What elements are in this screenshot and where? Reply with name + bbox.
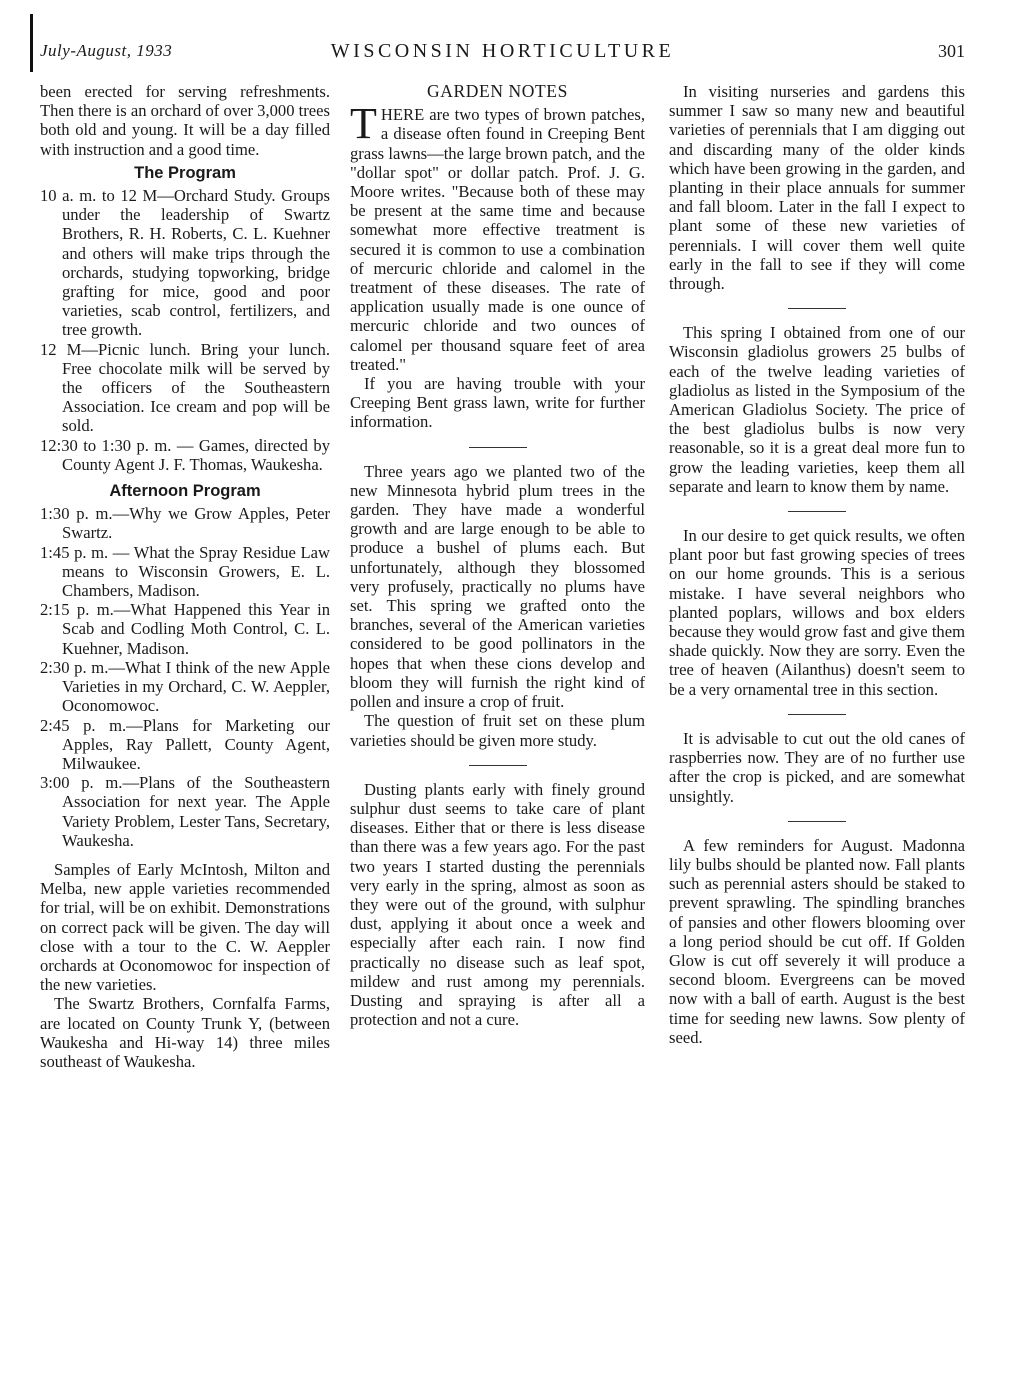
drop-cap: T	[350, 99, 377, 149]
column-right	[669, 82, 965, 1047]
issue-date: July-August, 1933	[40, 41, 173, 60]
brown-patch-text: HERE are two types of brown patches, a disease often found in Creeping Bent grass lawns—the large brown patch, and the "dollar spot" or dollar patch. Prof. J. G. Moore writes. "Because both of these may be present at the same time and because somewhat more effective treatment is secured it is common to use a combination of mercuric chloride and calomel in the treatment of these diseases. The rate of application usually made is one ounce of mercuric chloride and two ounces of calomel per thousand square feet of area treated."	[350, 105, 645, 374]
left-margin-rule	[30, 14, 33, 72]
afternoon-item: 3:00 p. m.—Plans of the Southeastern Association for next year. The Apple Variety Problem, Lester Tans, Secretary, Waukesha.	[40, 773, 330, 850]
section-divider	[788, 511, 846, 512]
program-item: 12:30 to 1:30 p. m. — Games, directed by County Agent J. F. Thomas, Waukesha.	[40, 435, 330, 474]
program-heading: The Program	[134, 163, 236, 182]
dusting-paragraph: Dusting plants early with finely ground sulphur dust seems to take care of plant diseases. Either that or there is less disease than there was a few years ago. For the past two years I started dusting the perennials very early in the spring, almost as soon as they were out of the ground, with sulphur dust, applying it about once a week and especially after each rain. I now find practically no disease such as leaf spot, mildew and rust among my perennials. Dusting and spraying is after all a protection and not a cure.	[350, 779, 645, 1030]
column-middle	[350, 82, 645, 1029]
nurseries-paragraph: In visiting nurseries and gardens this summer I saw so many new and beautiful varieties of perennials that I am digging out and discarding many of the older kinds which have been growing in the garden, and planting in their place annuals for summer and fall bloom. Later in the fall I expect to plant some of these new varieties of perennials. I will cover them well quite early in the fall to see if they will come through.	[669, 82, 965, 294]
program-item: 12 M—Picnic lunch. Bring your lunch. Free chocolate milk will be served by the officers of the Southeastern Association. Ice cream and pop will be sold.	[40, 339, 330, 436]
section-divider	[469, 447, 527, 448]
afternoon-heading: Afternoon Program	[109, 482, 261, 501]
garden-notes-heading: GARDEN NOTES	[427, 81, 568, 101]
raspberries-paragraph: It is advisable to cut out the old canes of raspberries now. They are of no further use after the crop is picked, and are somewhat unsightly.	[669, 728, 965, 806]
journal-title: WISCONSIN HORTICULTURE	[330, 40, 675, 62]
quick-results-paragraph: In our desire to get quick results, we often plant poor but fast growing species of trees on our home grounds. This is a serious mistake. I have several neighbors who planted poplars, willows and box elders because they would grow fast and give them shade quickly. Now they are sorry. Even the tree of heaven (Ailanthus) doesn't seem to be a very ornamental tree in this section.	[669, 526, 965, 699]
afternoon-item: 1:45 p. m. — What the Spray Residue Law means to Wisconsin Growers, E. L. Chambers, Madison.	[40, 542, 330, 601]
intro-paragraph: been erected for serving refreshments. Then there is an orchard of over 3,000 trees both old and young. It will be a day filled with instruction and a good time.	[40, 82, 330, 159]
section-divider	[788, 308, 846, 309]
fruit-set-paragraph: The question of fruit set on these plum varieties should be given more study.	[350, 711, 645, 750]
swartz-paragraph: The Swartz Brothers, Cornfalfa Farms, are located on County Trunk Y, (between Waukesha and Hi-way 14) three miles southeast of Waukesha.	[40, 994, 330, 1071]
section-divider	[469, 765, 527, 766]
brown-patch-paragraph	[350, 99, 645, 374]
afternoon-item: 1:30 p. m.—Why we Grow Apples, Peter Swartz.	[40, 504, 330, 543]
gladiolus-paragraph: This spring I obtained from one of our Wisconsin gladiolus growers 25 bulbs of each of the twelve leading varieties of gladiolus as listed in the Symposium of the American Gladiolus Society. The price of the best gladiolus bulbs is now very reasonable, so it is a great deal more fun to grow the leading varieties, keep them all separate and learn to know them by name.	[669, 323, 965, 496]
afternoon-item: 2:30 p. m.—What I think of the new Apple Varieties in my Orchard, C. W. Aeppler, Oconomowoc.	[40, 657, 330, 716]
plums-paragraph: Three years ago we planted two of the new Minnesota hybrid plum trees in the garden. They have made a wonderful growth and are large enough to be able to produce a bushel of plums each. But unfortunately, although they blossomed very profusely, practically no plums have set. This spring we grafted onto the branches, several of the American varieties considered to be good pollinators in the hopes that when these cions develop and bloom they will furnish the right kind of pollen and insure a crop of fruit.	[350, 461, 645, 712]
section-divider	[788, 714, 846, 715]
samples-paragraph: Samples of Early McIntosh, Milton and Melba, new apple varieties recommended for trial, will be on exhibit. Demonstrations on correct pack will be given. The day will close with a tour to the C. W. Aeppler orchards at Oconomowoc for inspection of the new varieties.	[40, 859, 330, 995]
page-number: 301	[938, 41, 965, 61]
column-left	[40, 82, 330, 1071]
afternoon-item: 2:15 p. m.—What Happened this Year in Scab and Codling Moth Control, C. L. Kuehner, Madison.	[40, 600, 330, 658]
section-divider	[788, 821, 846, 822]
august-paragraph: A few reminders for August. Madonna lily bulbs should be planted now. Fall plants such as perennial asters should be staked to prevent sprawling. The spindling branches of pansies and other flowers blooming over a long period should be cut off. If Golden Glow is cut off severely it will produce a second bloom. Evergreens can be moved now with a ball of earth. August is the best time for seeding new lawns. Sow plenty of seed.	[669, 835, 965, 1047]
page-header	[40, 38, 965, 64]
afternoon-item: 2:45 p. m.—Plans for Marketing our Apples, Ray Pallett, County Agent, Milwaukee.	[40, 715, 330, 773]
program-item: 10 a. m. to 12 M—Orchard Study. Groups under the leadership of Swartz Brothers, R. H. Roberts, C. L. Kuehner and others will make trips through the orchards, studying topworking, bridge grafting for mice, good and poor varieties, scab control, fertilizers, and tree growth.	[40, 186, 330, 340]
trouble-paragraph: If you are having trouble with your Creeping Bent grass lawn, write for further information.	[350, 374, 645, 432]
